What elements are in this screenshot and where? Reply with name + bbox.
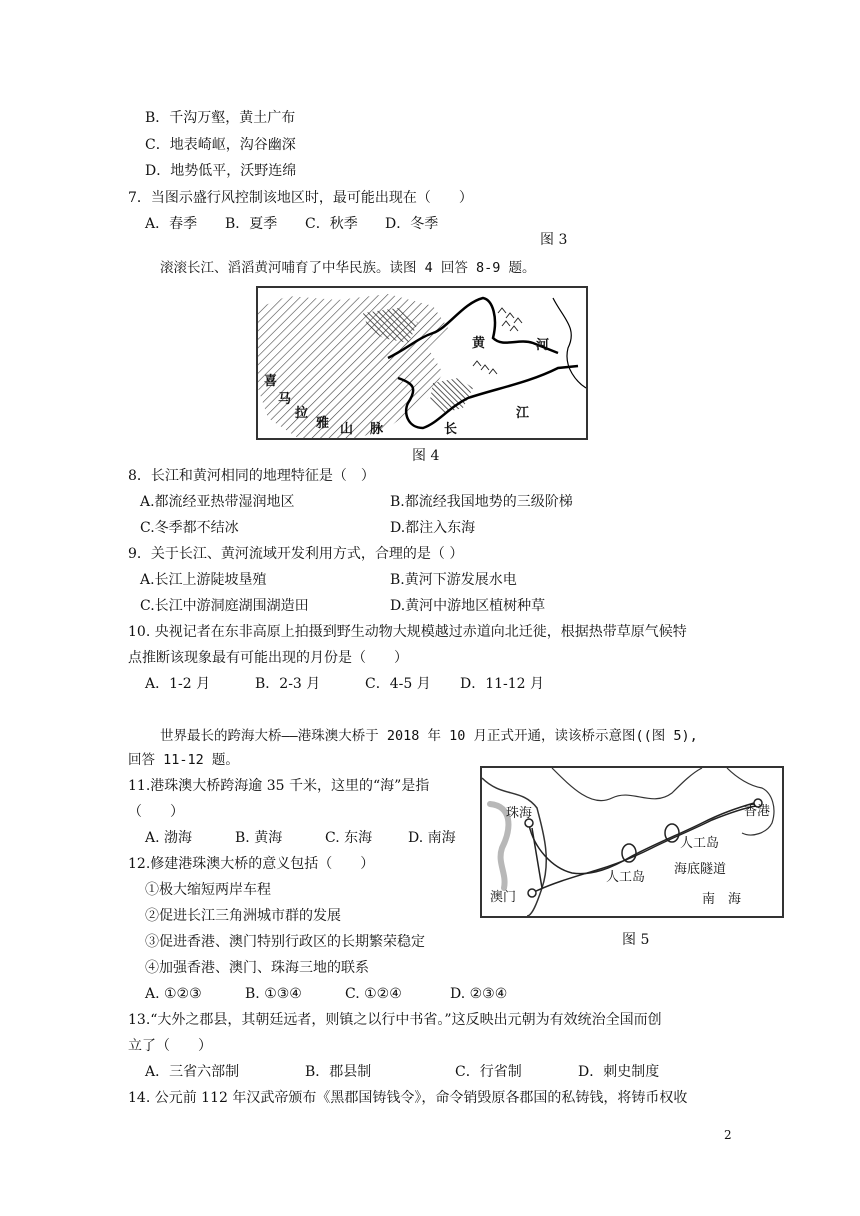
q10-option-d: D．11-12 月 xyxy=(460,676,545,692)
q7-option-a: A．春季 xyxy=(145,216,198,232)
q12-option-a: A. ①②③ xyxy=(145,986,202,1002)
q9-option-b: B.黄河下游发展水电 xyxy=(390,572,517,588)
fig4-map xyxy=(256,286,588,440)
fig5-label-hongkong: 香港 xyxy=(744,804,771,819)
q14-stem-line1: 14. 公元前 112 年汉武帝颁布《黑郡国铸钱令》，命令销毁原各郡国的私铸钱，将铸币权收 xyxy=(128,1090,688,1106)
q8-option-d: D.都注入东海 xyxy=(390,520,476,536)
fig4-label-chang: 长 xyxy=(444,422,458,437)
fig5-bridge-to-macau xyxy=(532,828,542,888)
q12-item-4: ④加强香港、澳门、珠海三地的联系 xyxy=(145,960,369,976)
intro-11-12-line1: 世界最长的跨海大桥——港珠澳大桥于 2018 年 10 月正式开通，读该桥示意图((图 5), xyxy=(160,728,698,744)
fig4-label-xi: 喜 xyxy=(264,374,278,389)
fig5-label-island-east: 人工岛 xyxy=(680,836,720,851)
q12-option-c: C. ①②④ xyxy=(345,986,402,1002)
fig5-map xyxy=(480,766,784,918)
q7-option-b: B．夏季 xyxy=(225,216,278,232)
q13-option-c: C．行省制 xyxy=(455,1064,522,1080)
q8-option-c: C.冬季都不结冰 xyxy=(140,520,239,536)
fig5-coast-north xyxy=(552,768,702,801)
intro-11-12-line2: 回答 11-12 题。 xyxy=(128,752,239,768)
q10-option-b: B．2-3 月 xyxy=(255,676,321,692)
q11-stem-line2: （ ） xyxy=(128,804,184,820)
q11-option-c: C. 东海 xyxy=(325,830,373,846)
q11-option-d: D. 南海 xyxy=(408,830,456,846)
fig5-label-island-west: 人工岛 xyxy=(606,870,646,885)
fig4-label-jiang: 江 xyxy=(516,406,530,421)
fig4-label-ma: 马 xyxy=(278,392,292,407)
fig4-label-he: 河 xyxy=(536,338,550,353)
q7-option-d: D．冬季 xyxy=(385,216,439,232)
q6-option-d: D．地势低平，沃野连绵 xyxy=(145,163,297,179)
fig5-caption: 图 5 xyxy=(622,932,650,948)
coastline xyxy=(553,298,586,388)
fig5-label-tunnel: 海底隧道 xyxy=(674,862,727,877)
q12-option-d: D. ②③④ xyxy=(450,986,508,1002)
fig4-label-ya: 雅 xyxy=(316,416,330,431)
q12-option-b: B. ①③④ xyxy=(245,986,302,1002)
q13-option-b: B．郡县制 xyxy=(305,1064,372,1080)
q7-stem: 7．当图示盛行风控制该地区时，最可能出现在（ ） xyxy=(128,190,473,206)
fig5-macau-point xyxy=(528,889,536,897)
fig3-caption: 图 3 xyxy=(540,232,568,248)
fig5-label-sea: 南 海 xyxy=(702,892,742,907)
fig4-label-shan: 山 xyxy=(340,422,354,437)
q13-stem-line2: 立了（ ） xyxy=(128,1038,212,1054)
fig4-label-huang: 黄 xyxy=(472,336,486,351)
page-number: 2 xyxy=(724,1128,732,1142)
plateau-hatch-region xyxy=(258,294,448,438)
q13-option-d: D．刺史制度 xyxy=(578,1064,660,1080)
q12-stem: 12.修建港珠澳大桥的意义包括（ ） xyxy=(128,856,375,872)
q9-stem: 9．关于长江、黄河流域开发利用方式，合理的是（ ） xyxy=(128,546,464,562)
fig4-caption: 图 4 xyxy=(412,448,440,464)
q6-option-b: B．千沟万壑，黄土广布 xyxy=(145,110,296,126)
q13-option-a: A．三省六部制 xyxy=(145,1064,240,1080)
q12-item-1: ①极大缩短两岸车程 xyxy=(145,882,271,898)
q12-item-2: ②促进长江三角洲城市群的发展 xyxy=(145,908,341,924)
q9-option-c: C.长江中游洞庭湖围湖造田 xyxy=(140,598,309,614)
q6-option-c: C．地表崎岖，沟谷幽深 xyxy=(145,137,296,153)
q11-option-a: A. 渤海 xyxy=(145,830,193,846)
fig4-label-la: 拉 xyxy=(295,406,309,421)
q9-option-d: D.黄河中游地区植树种草 xyxy=(390,598,546,614)
q10-stem-line2: 点推断该现象最有可能出现的月份是（ ） xyxy=(128,650,408,666)
q8-option-a: A.都流经亚热带湿润地区 xyxy=(140,494,295,510)
q10-option-c: C．4-5 月 xyxy=(365,676,431,692)
q7-option-c: C．秋季 xyxy=(305,216,358,232)
q8-option-b: B.都流经我国地势的三级阶梯 xyxy=(390,494,573,510)
fig5-label-zhuhai: 珠海 xyxy=(506,806,533,821)
q11-stem-line1: 11.港珠澳大桥跨海逾 35 千米，这里的“海”是指 xyxy=(128,778,430,794)
fig4-label-mai: 脉 xyxy=(370,422,384,437)
q10-option-a: A．1-2 月 xyxy=(145,676,211,692)
q12-item-3: ③促进香港、澳门特别行政区的长期繁荣稳定 xyxy=(145,934,425,950)
q10-stem-line1: 10. 央视记者在东非高原上拍摄到野生动物大规模越过赤道向北迁徙，根据热带草原气候特 xyxy=(128,624,687,640)
q8-stem: 8．长江和黄河相同的地理特征是（ ） xyxy=(128,468,375,484)
intro-8-9: 滚滚长江、滔滔黄河哺育了中华民族。读图 4 回答 8-9 题。 xyxy=(160,260,536,276)
q13-stem-line1: 13.“大外之郡县，其朝廷远者，则镇之以行中书省。”这反映出元朝为有效统治全国而创 xyxy=(128,1012,662,1028)
fig5-label-macau: 澳门 xyxy=(490,890,517,905)
q9-option-a: A.长江上游陡坡垦殖 xyxy=(140,572,267,588)
q11-option-b: B. 黄海 xyxy=(235,830,283,846)
